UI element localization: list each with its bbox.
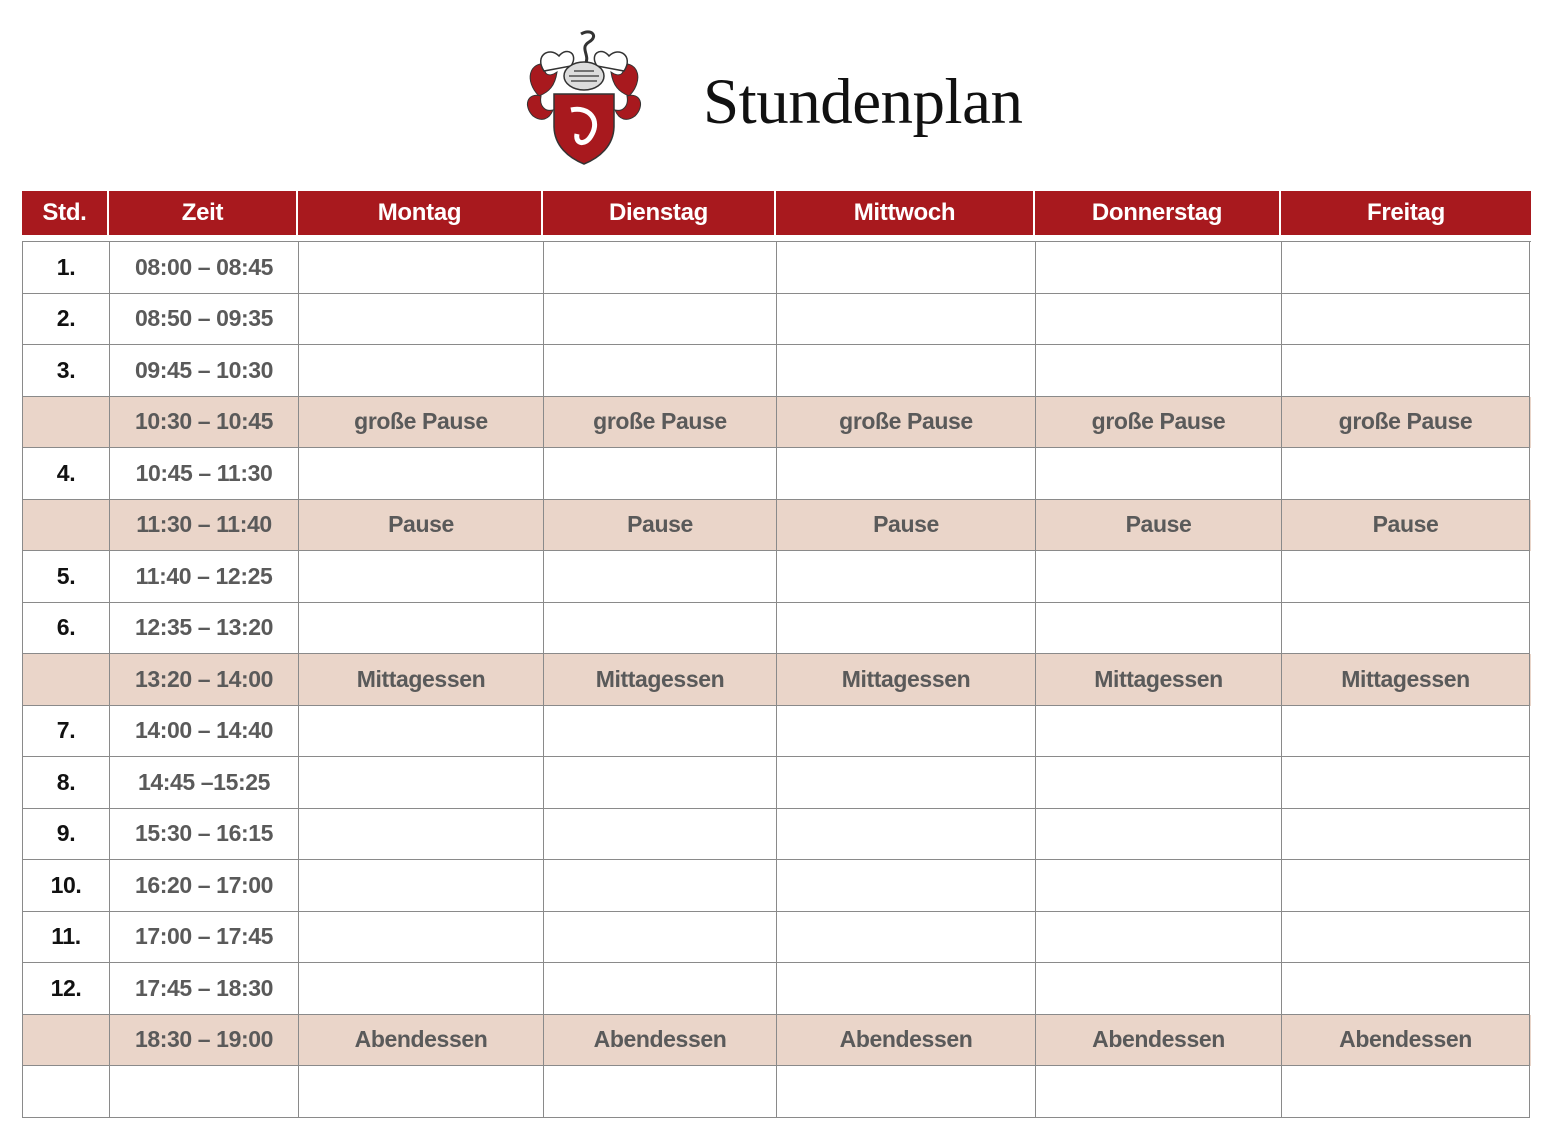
lesson-slot[interactable] (1036, 809, 1282, 861)
column-header-thursday: Donnerstag (1035, 191, 1281, 235)
lesson-slot[interactable] (299, 242, 544, 294)
column-header-friday: Freitag (1367, 199, 1445, 226)
lesson-slot[interactable] (299, 1066, 544, 1118)
lesson-row (23, 551, 1531, 603)
lesson-slot[interactable] (1036, 860, 1282, 912)
lesson-slot[interactable] (1282, 706, 1530, 758)
lesson-slot[interactable] (1282, 448, 1530, 500)
break-label: Pause (544, 500, 777, 552)
timetable-grid (22, 241, 1531, 1118)
lesson-slot[interactable] (777, 345, 1036, 397)
time-slot: 11:40 – 12:25 (110, 551, 299, 603)
column-header-time: Zeit (109, 191, 298, 235)
lesson-slot[interactable] (1036, 242, 1282, 294)
break-label: Abendessen (1036, 1015, 1282, 1067)
lesson-slot[interactable] (1036, 603, 1282, 655)
lesson-slot[interactable] (1282, 551, 1530, 603)
coat-of-arms-logo (519, 26, 649, 166)
lesson-slot[interactable] (299, 963, 544, 1015)
lesson-row (23, 912, 1531, 964)
lesson-number: 9. (23, 809, 110, 861)
lesson-slot[interactable] (544, 603, 777, 655)
lesson-slot[interactable] (544, 294, 777, 346)
lesson-row (23, 345, 1531, 397)
break-row (23, 654, 1531, 706)
lesson-row (23, 1066, 1531, 1118)
lesson-slot[interactable] (777, 809, 1036, 861)
column-header-tuesday: Dienstag (543, 191, 776, 235)
time-slot: 14:45 –15:25 (110, 757, 299, 809)
lesson-row (23, 294, 1531, 346)
table-header-row (22, 191, 1531, 235)
lesson-number (23, 500, 110, 552)
time-slot: 17:00 – 17:45 (110, 912, 299, 964)
break-label: große Pause (1036, 397, 1282, 449)
time-slot: 14:00 – 14:40 (110, 706, 299, 758)
time-slot: 12:35 – 13:20 (110, 603, 299, 655)
break-row (23, 397, 1531, 449)
lesson-row (23, 242, 1531, 294)
lesson-slot[interactable] (777, 603, 1036, 655)
time-slot: 18:30 – 19:00 (110, 1015, 299, 1067)
lesson-number: 5. (23, 551, 110, 603)
break-label: Pause (1282, 500, 1530, 552)
lesson-number: 3. (23, 345, 110, 397)
lesson-slot[interactable] (299, 757, 544, 809)
lesson-slot[interactable] (1036, 448, 1282, 500)
lesson-row (23, 448, 1531, 500)
lesson-slot[interactable] (544, 912, 777, 964)
lesson-slot[interactable] (1282, 757, 1530, 809)
lesson-row (23, 860, 1531, 912)
lesson-number: 7. (23, 706, 110, 758)
break-label: Pause (777, 500, 1036, 552)
column-header-wednesday: Mittwoch (776, 191, 1035, 235)
lesson-row (23, 706, 1531, 758)
lesson-slot[interactable] (1282, 912, 1530, 964)
lesson-slot[interactable] (777, 860, 1036, 912)
lesson-slot[interactable] (777, 706, 1036, 758)
time-slot: 08:00 – 08:45 (110, 242, 299, 294)
time-slot: 10:30 – 10:45 (110, 397, 299, 449)
lesson-slot[interactable] (1036, 1066, 1282, 1118)
lesson-slot[interactable] (777, 1066, 1036, 1118)
lesson-number (23, 1066, 110, 1118)
lesson-slot[interactable] (299, 448, 544, 500)
lesson-number: 2. (23, 294, 110, 346)
lesson-slot[interactable] (544, 448, 777, 500)
lesson-slot[interactable] (1282, 242, 1530, 294)
lesson-number (23, 1015, 110, 1067)
lesson-slot[interactable] (544, 757, 777, 809)
lesson-slot[interactable] (299, 551, 544, 603)
lesson-slot[interactable] (1036, 912, 1282, 964)
time-slot (110, 1066, 299, 1118)
lesson-slot[interactable] (299, 809, 544, 861)
lesson-slot[interactable] (777, 551, 1036, 603)
lesson-slot[interactable] (299, 294, 544, 346)
page-header (0, 0, 1554, 175)
lesson-slot[interactable] (544, 706, 777, 758)
lesson-slot[interactable] (544, 242, 777, 294)
lesson-slot[interactable] (1282, 345, 1530, 397)
lesson-slot[interactable] (777, 448, 1036, 500)
lesson-number (23, 654, 110, 706)
break-label: Abendessen (299, 1015, 544, 1067)
lesson-slot[interactable] (777, 912, 1036, 964)
time-slot: 13:20 – 14:00 (110, 654, 299, 706)
lesson-slot[interactable] (544, 860, 777, 912)
lesson-number: 11. (23, 912, 110, 964)
lesson-slot[interactable] (777, 757, 1036, 809)
break-label: große Pause (544, 397, 777, 449)
break-label: Mittagessen (544, 654, 777, 706)
lesson-slot[interactable] (299, 912, 544, 964)
time-slot: 08:50 – 09:35 (110, 294, 299, 346)
lesson-number (23, 397, 110, 449)
lesson-slot[interactable] (299, 603, 544, 655)
lesson-slot[interactable] (1282, 809, 1530, 861)
lesson-row (23, 757, 1531, 809)
time-slot: 15:30 – 16:15 (110, 809, 299, 861)
break-label: Mittagessen (777, 654, 1036, 706)
lesson-number: 4. (23, 448, 110, 500)
lesson-number: 1. (23, 242, 110, 294)
lesson-row (23, 809, 1531, 861)
lesson-slot[interactable] (544, 345, 777, 397)
lesson-slot[interactable] (1036, 963, 1282, 1015)
time-slot: 17:45 – 18:30 (110, 963, 299, 1015)
lesson-slot[interactable] (1282, 603, 1530, 655)
lesson-row (23, 963, 1531, 1015)
break-label: Abendessen (1282, 1015, 1530, 1067)
break-row (23, 500, 1531, 552)
lesson-slot[interactable] (544, 1066, 777, 1118)
break-label: große Pause (299, 397, 544, 449)
lesson-slot[interactable] (299, 706, 544, 758)
lesson-slot[interactable] (544, 963, 777, 1015)
column-header-std: Std. (22, 191, 109, 235)
lesson-slot[interactable] (777, 242, 1036, 294)
time-slot: 11:30 – 11:40 (110, 500, 299, 552)
break-label: Mittagessen (1282, 654, 1530, 706)
break-label: große Pause (777, 397, 1036, 449)
lesson-slot[interactable] (777, 963, 1036, 1015)
lesson-slot[interactable] (1036, 294, 1282, 346)
lesson-number: 6. (23, 603, 110, 655)
lesson-slot[interactable] (777, 294, 1036, 346)
lesson-slot[interactable] (299, 345, 544, 397)
break-label: Mittagessen (1036, 654, 1282, 706)
lesson-slot[interactable] (1036, 757, 1282, 809)
page-title: Stundenplan (703, 66, 1023, 138)
break-label: Pause (1036, 500, 1282, 552)
time-slot: 10:45 – 11:30 (110, 448, 299, 500)
break-label: Abendessen (544, 1015, 777, 1067)
lesson-number: 12. (23, 963, 110, 1015)
break-label: Abendessen (777, 1015, 1036, 1067)
column-header-monday: Montag (298, 191, 543, 235)
lesson-slot[interactable] (1036, 551, 1282, 603)
break-row (23, 1015, 1531, 1067)
lesson-slot[interactable] (1282, 1066, 1530, 1118)
lesson-slot[interactable] (299, 860, 544, 912)
lesson-slot[interactable] (1282, 860, 1530, 912)
lesson-slot[interactable] (544, 809, 777, 861)
lesson-row (23, 603, 1531, 655)
break-label: große Pause (1282, 397, 1530, 449)
lesson-slot[interactable] (1282, 294, 1530, 346)
lesson-number: 10. (23, 860, 110, 912)
break-label: Mittagessen (299, 654, 544, 706)
lesson-slot[interactable] (1036, 345, 1282, 397)
break-label: Pause (299, 500, 544, 552)
time-slot: 09:45 – 10:30 (110, 345, 299, 397)
lesson-slot[interactable] (1282, 963, 1530, 1015)
lesson-slot[interactable] (1036, 706, 1282, 758)
lesson-number: 8. (23, 757, 110, 809)
lesson-slot[interactable] (544, 551, 777, 603)
time-slot: 16:20 – 17:00 (110, 860, 299, 912)
